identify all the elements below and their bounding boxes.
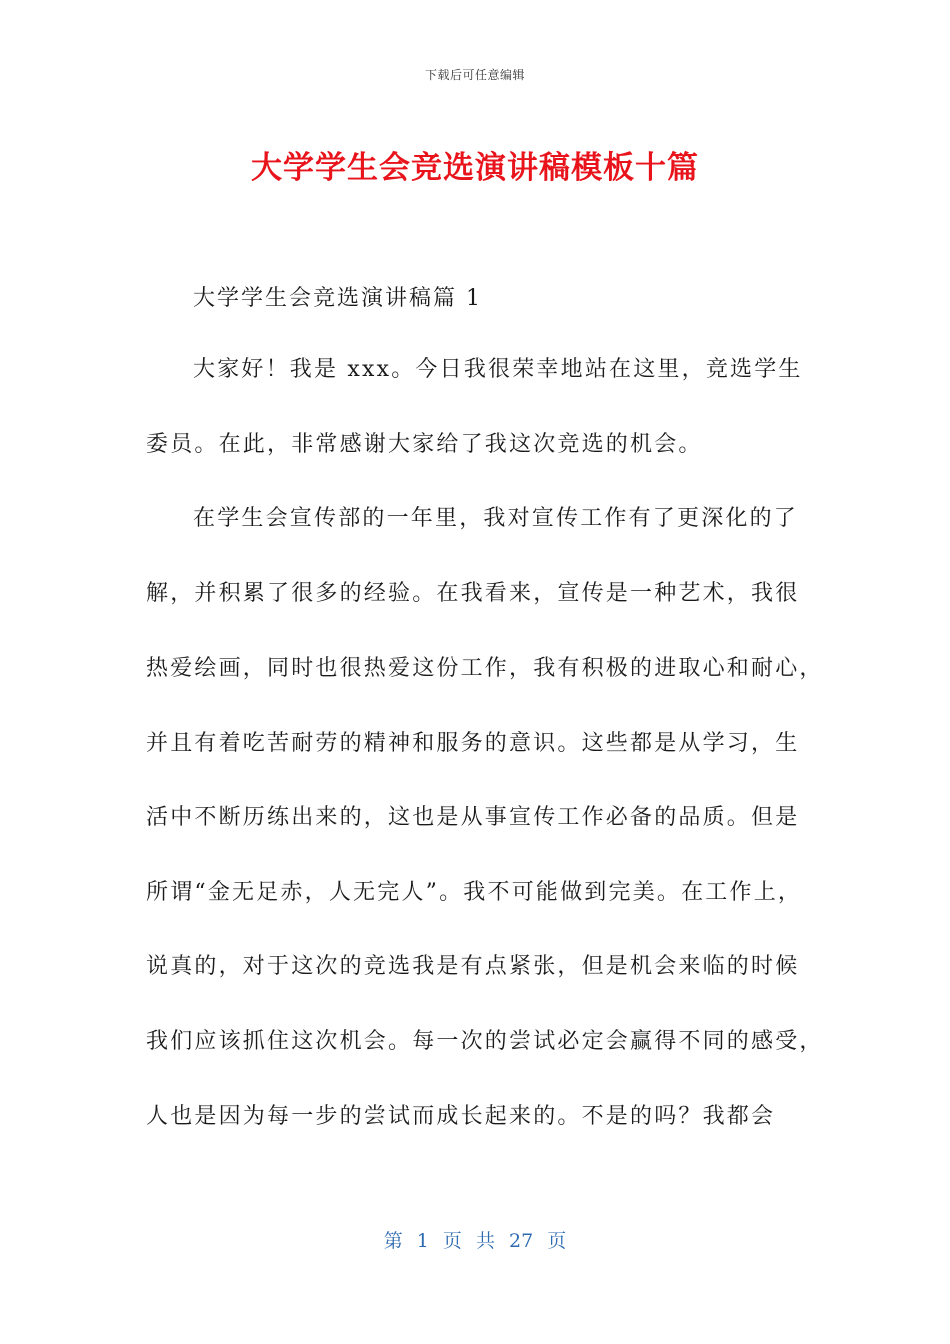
page-header-note: 下载后可任意编辑 bbox=[424, 68, 525, 82]
paragraph-line: 解，并积累了很多的经验。在我看来，宣传是一种艺术，我很 bbox=[146, 581, 800, 606]
paragraph-line: 我们应该抓住这次机会。每一次的尝试必定会赢得不同的感受， bbox=[146, 1029, 824, 1054]
paragraph-line: 并且有着吃苦耐劳的精神和服务的意识。这些都是从学习，生 bbox=[146, 731, 800, 756]
paragraph-line: 在学生会宣传部的一年里，我对宣传工作有了更深化的了 bbox=[193, 506, 799, 531]
paragraph-line: 人也是因为每一步的尝试而成长起来的。不是的吗？我都会 bbox=[146, 1104, 776, 1129]
paragraph-line: 说真的，对于这次的竞选我是有点紧张，但是机会来临的时候 bbox=[146, 954, 800, 979]
paragraph-line: 所谓“金无足赤，人无完人”。我不可能做到完美。在工作上， bbox=[146, 880, 803, 905]
paragraph-line: 热爱绘画，同时也很热爱这份工作，我有积极的进取心和耐心， bbox=[146, 656, 824, 681]
page-number-footer: 第 1 页 共 27 页 bbox=[383, 1230, 567, 1252]
section-heading: 大学学生会竞选演讲稿篇 1 bbox=[193, 286, 482, 311]
paragraph-line: 大家好！我是 xxx。今日我很荣幸地站在这里，竞选学生 bbox=[193, 357, 803, 382]
document-title: 大学学生会竞选演讲稿模板十篇 bbox=[251, 150, 699, 186]
paragraph-line: 活中不断历练出来的，这也是从事宣传工作必备的品质。但是 bbox=[146, 805, 800, 830]
paragraph-line: 委员。在此，非常感谢大家给了我这次竞选的机会。 bbox=[146, 432, 703, 457]
